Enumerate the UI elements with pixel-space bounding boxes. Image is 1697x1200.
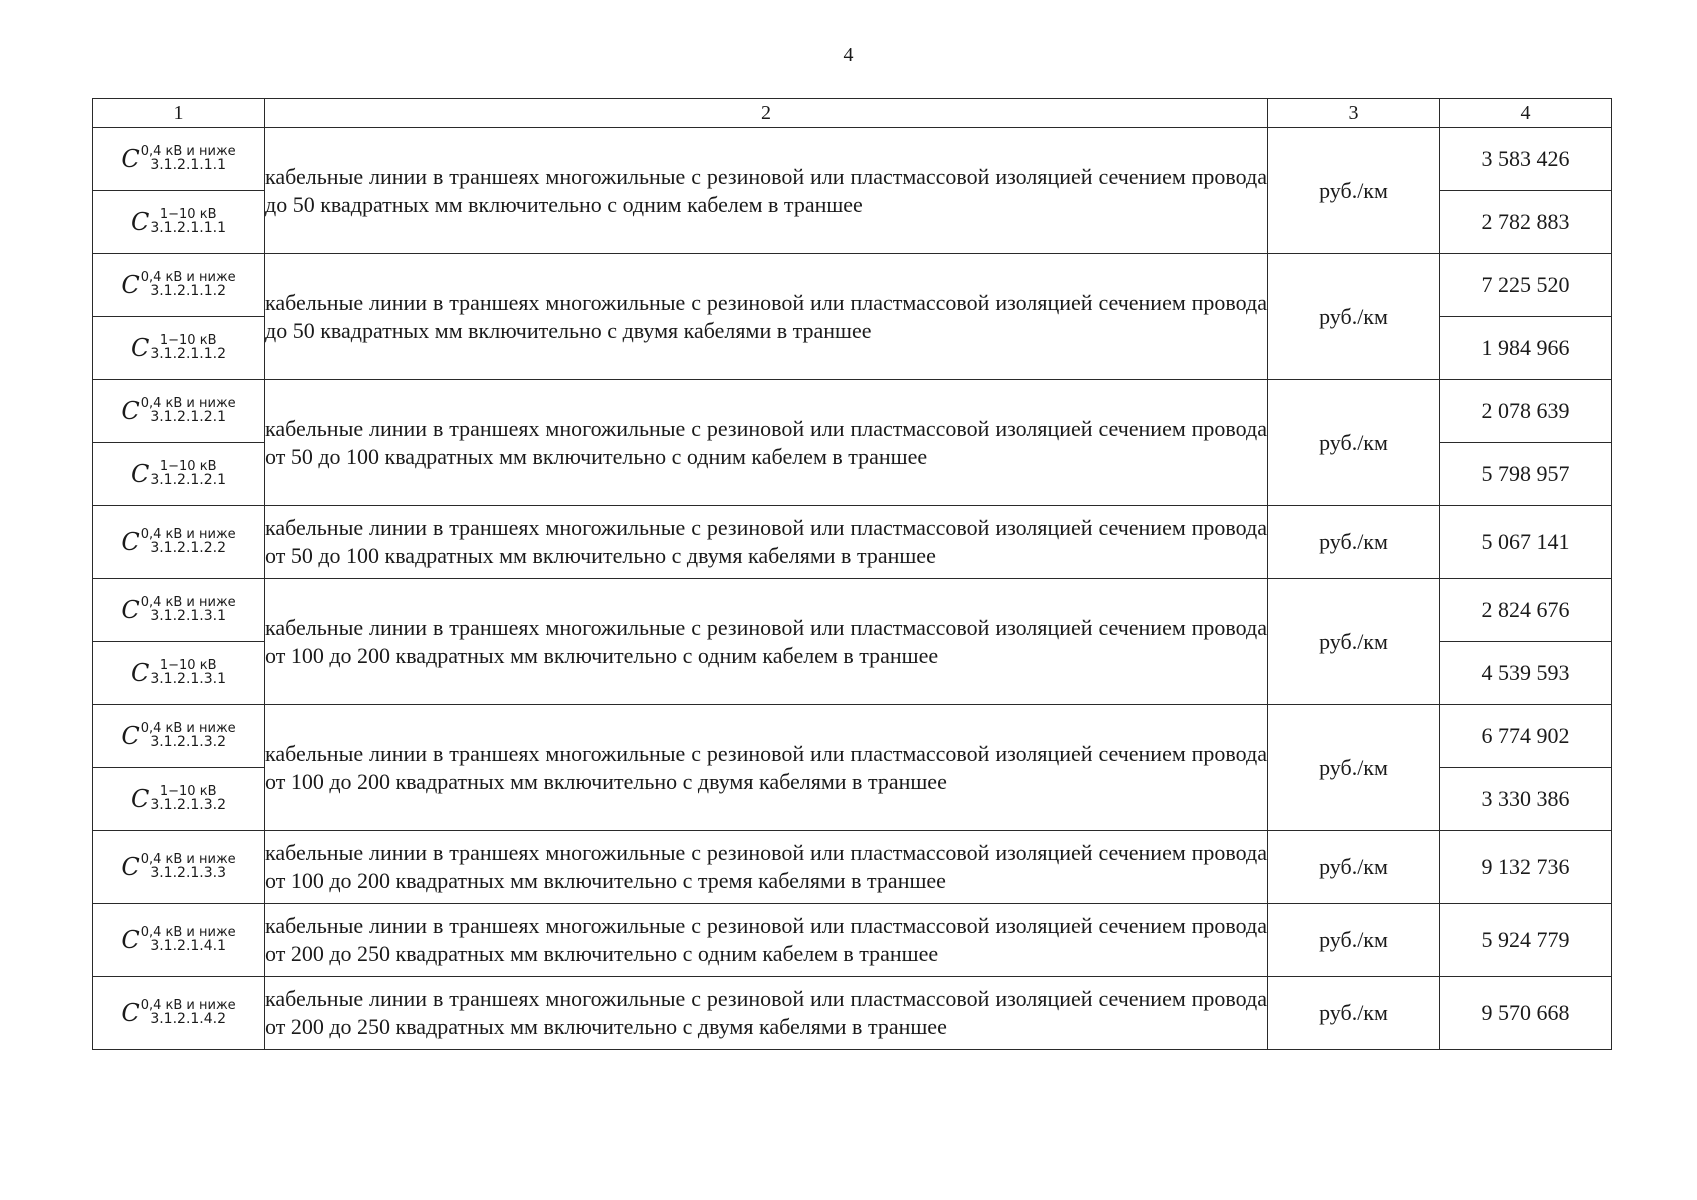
tariff-scripts <box>150 334 226 362</box>
tariff-code-formula <box>131 785 226 813</box>
tariff-code <box>93 380 265 443</box>
voltage-class: 1−10 кВ <box>159 206 217 222</box>
unit-cell: руб./км <box>1268 254 1440 380</box>
page-number: 4 <box>843 44 854 66</box>
table-row <box>93 579 1612 642</box>
header-col-2: 2 <box>265 99 1268 128</box>
tariff-code-formula <box>121 999 235 1027</box>
tariff-symbol: C <box>130 784 150 813</box>
code-index: 3.1.2.1.1.2 <box>150 283 227 300</box>
voltage-class: 0,4 кВ и ниже <box>140 526 236 542</box>
tariff-scripts <box>150 208 226 236</box>
tariff-code <box>93 768 265 831</box>
tariff-table-body <box>93 99 1612 1050</box>
tariff-code <box>93 443 265 506</box>
tariff-code-formula <box>121 853 235 881</box>
header-row <box>93 99 1612 128</box>
voltage-class: 0,4 кВ и ниже <box>140 720 236 736</box>
tariff-code <box>93 191 265 254</box>
tariff-symbol: C <box>121 925 140 954</box>
value-cell: 5 798 957 <box>1440 443 1612 506</box>
value-cell: 3 583 426 <box>1440 128 1612 191</box>
table-row <box>93 254 1612 317</box>
tariff-code-formula <box>131 334 226 362</box>
tariff-code <box>93 128 265 191</box>
tariff-symbol: C <box>130 333 150 362</box>
header-col-4: 4 <box>1440 99 1612 128</box>
tariff-scripts <box>141 853 236 881</box>
tariff-scripts <box>150 460 226 488</box>
voltage-class: 0,4 кВ и ниже <box>140 594 236 610</box>
table-row <box>93 977 1612 1050</box>
description-cell: кабельные линии в траншеях многожильные с резиновой или пластмассовой изоляцией сечением провода от 100 до 200 квадратных мм включительно с двумя кабелями в траншее <box>265 705 1268 831</box>
tariff-symbol: C <box>121 595 140 624</box>
tariff-code-formula <box>131 659 226 687</box>
value-cell: 4 539 593 <box>1440 642 1612 705</box>
tariff-code-formula <box>121 528 235 556</box>
value-cell: 9 570 668 <box>1440 977 1612 1050</box>
code-index: 3.1.2.1.2.1 <box>150 472 227 489</box>
value-cell: 2 078 639 <box>1440 380 1612 443</box>
tariff-code-formula <box>121 397 235 425</box>
tariff-scripts <box>141 926 236 954</box>
value-cell: 2 782 883 <box>1440 191 1612 254</box>
description-cell: кабельные линии в траншеях многожильные с резиновой или пластмассовой изоляцией сечением провода от 100 до 200 квадратных мм включительно с одним кабелем в траншее <box>265 579 1268 705</box>
table-row <box>93 380 1612 443</box>
voltage-class: 0,4 кВ и ниже <box>140 997 236 1013</box>
tariff-symbol: C <box>121 270 140 299</box>
description-cell: кабельные линии в траншеях многожильные с резиновой или пластмассовой изоляцией сечением провода от 50 до 100 квадратных мм включительно с двумя кабелями в траншее <box>265 506 1268 579</box>
tariff-scripts <box>141 722 236 750</box>
unit-cell: руб./км <box>1268 831 1440 904</box>
tariff-code-formula <box>121 926 235 954</box>
tariff-symbol: C <box>121 396 140 425</box>
tariff-scripts <box>141 145 236 173</box>
code-index: 3.1.2.1.2.1 <box>150 409 227 426</box>
unit-cell: руб./км <box>1268 705 1440 831</box>
code-index: 3.1.2.1.3.1 <box>150 671 227 688</box>
unit-cell: руб./км <box>1268 904 1440 977</box>
tariff-code <box>93 642 265 705</box>
value-cell: 2 824 676 <box>1440 579 1612 642</box>
tariff-symbol: C <box>121 527 140 556</box>
description-cell: кабельные линии в траншеях многожильные с резиновой или пластмассовой изоляцией сечением провода до 50 квадратных мм включительно с одним кабелем в траншее <box>265 128 1268 254</box>
value-cell: 3 330 386 <box>1440 768 1612 831</box>
code-index: 3.1.2.1.3.3 <box>150 865 227 882</box>
voltage-class: 1−10 кВ <box>159 458 217 474</box>
tariff-symbol: C <box>121 144 140 173</box>
table-row <box>93 506 1612 579</box>
code-index: 3.1.2.1.2.2 <box>150 540 227 557</box>
voltage-class: 0,4 кВ и ниже <box>140 851 236 867</box>
tariff-code <box>93 317 265 380</box>
description-cell: кабельные линии в траншеях многожильные с резиновой или пластмассовой изоляцией сечением провода от 50 до 100 квадратных мм включительно с одним кабелем в траншее <box>265 380 1268 506</box>
value-cell: 6 774 902 <box>1440 705 1612 768</box>
unit-cell: руб./км <box>1268 380 1440 506</box>
voltage-class: 0,4 кВ и ниже <box>140 924 236 940</box>
voltage-class: 1−10 кВ <box>159 657 217 673</box>
tariff-scripts <box>141 528 236 556</box>
tariff-code <box>93 579 265 642</box>
voltage-class: 0,4 кВ и ниже <box>140 143 236 159</box>
code-index: 3.1.2.1.4.1 <box>150 938 227 955</box>
tariff-code-formula <box>121 596 235 624</box>
unit-cell: руб./км <box>1268 977 1440 1050</box>
value-cell: 9 132 736 <box>1440 831 1612 904</box>
value-cell: 7 225 520 <box>1440 254 1612 317</box>
unit-cell: руб./км <box>1268 506 1440 579</box>
tariff-scripts <box>141 271 236 299</box>
table-row <box>93 128 1612 191</box>
description-cell: кабельные линии в траншеях многожильные с резиновой или пластмассовой изоляцией сечением провода от 100 до 200 квадратных мм включительно с тремя кабелями в траншее <box>265 831 1268 904</box>
value-cell: 1 984 966 <box>1440 317 1612 380</box>
unit-cell: руб./км <box>1268 579 1440 705</box>
tariff-scripts <box>150 659 226 687</box>
code-index: 3.1.2.1.3.1 <box>150 608 227 625</box>
value-cell: 5 924 779 <box>1440 904 1612 977</box>
table-row <box>93 705 1612 768</box>
tariff-code-formula <box>121 722 235 750</box>
value-cell: 5 067 141 <box>1440 506 1612 579</box>
tariff-scripts <box>141 999 236 1027</box>
unit-cell: руб./км <box>1268 128 1440 254</box>
tariff-code-formula <box>131 208 226 236</box>
tariff-symbol: C <box>121 998 140 1027</box>
tariff-code <box>93 506 265 579</box>
table-row <box>93 831 1612 904</box>
tariff-symbol: C <box>121 721 140 750</box>
code-index: 3.1.2.1.3.2 <box>150 797 227 814</box>
tariff-scripts <box>141 596 236 624</box>
tariff-code-formula <box>121 145 235 173</box>
code-index: 3.1.2.1.1.2 <box>150 346 227 363</box>
code-index: 3.1.2.1.3.2 <box>150 734 227 751</box>
voltage-class: 0,4 кВ и ниже <box>140 395 236 411</box>
tariff-code-formula <box>131 460 226 488</box>
tariff-scripts <box>141 397 236 425</box>
voltage-class: 1−10 кВ <box>159 332 217 348</box>
tariff-symbol: C <box>121 852 140 881</box>
code-index: 3.1.2.1.1.1 <box>150 220 227 237</box>
description-cell: кабельные линии в траншеях многожильные с резиновой или пластмассовой изоляцией сечением провода от 200 до 250 квадратных мм включительно с одним кабелем в траншее <box>265 904 1268 977</box>
header-col-3: 3 <box>1268 99 1440 128</box>
tariff-symbol: C <box>130 658 150 687</box>
code-index: 3.1.2.1.4.2 <box>150 1011 227 1028</box>
header-col-1: 1 <box>93 99 265 128</box>
tariff-symbol: C <box>130 207 150 236</box>
tariff-code <box>93 831 265 904</box>
tariff-symbol: C <box>130 459 150 488</box>
tariff-code-formula <box>121 271 235 299</box>
code-index: 3.1.2.1.1.1 <box>150 157 227 174</box>
description-cell: кабельные линии в траншеях многожильные с резиновой или пластмассовой изоляцией сечением провода до 50 квадратных мм включительно с двумя кабелями в траншее <box>265 254 1268 380</box>
voltage-class: 0,4 кВ и ниже <box>140 269 236 285</box>
tariff-table <box>92 98 1612 1050</box>
tariff-code <box>93 904 265 977</box>
tariff-scripts <box>150 785 226 813</box>
voltage-class: 1−10 кВ <box>159 783 217 799</box>
table-row <box>93 904 1612 977</box>
tariff-code <box>93 254 265 317</box>
tariff-code <box>93 705 265 768</box>
tariff-code <box>93 977 265 1050</box>
description-cell: кабельные линии в траншеях многожильные с резиновой или пластмассовой изоляцией сечением провода от 200 до 250 квадратных мм включительно с двумя кабелями в траншее <box>265 977 1268 1050</box>
